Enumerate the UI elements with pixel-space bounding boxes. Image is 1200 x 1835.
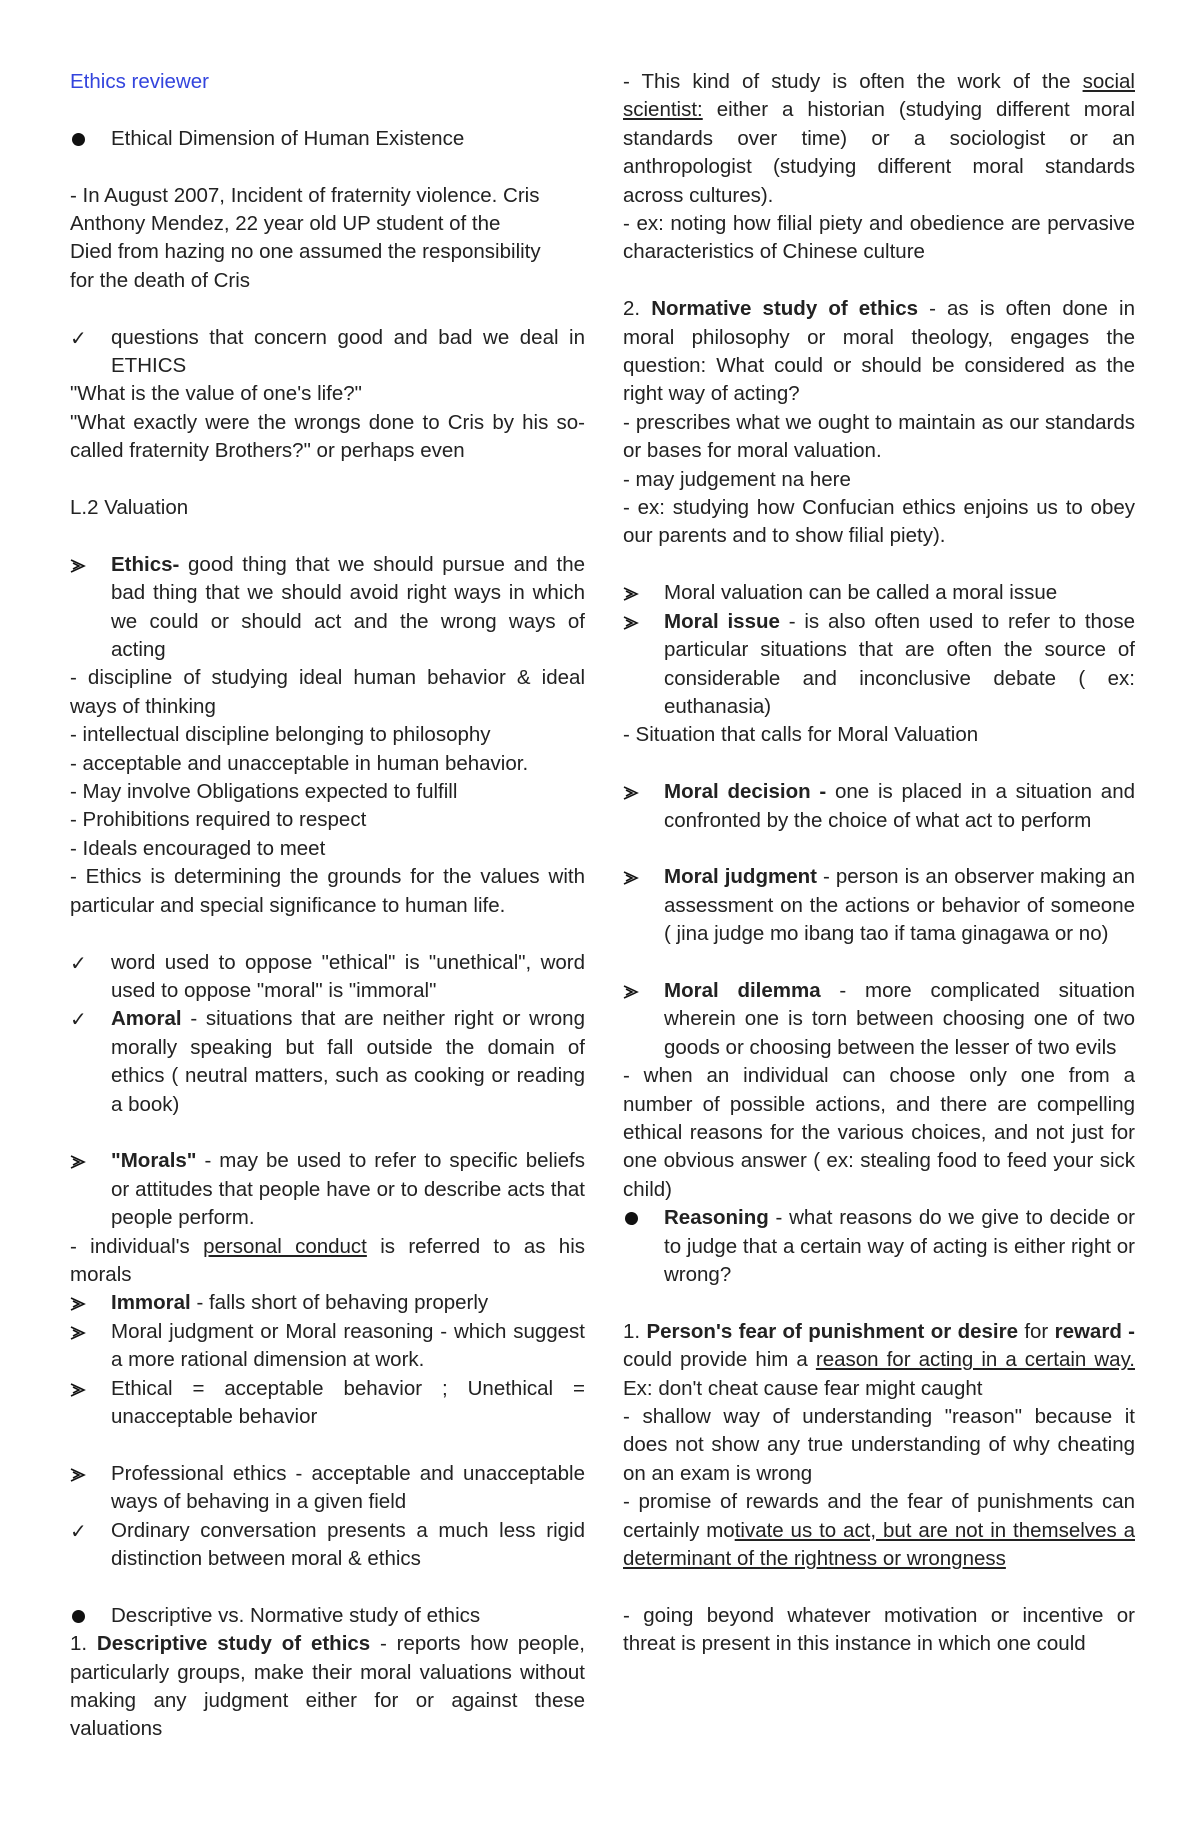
arrow-item-ethics: Ethics- good thing that we should pursue and the bad thing that we should avoid right ways in which we could or should act and the wrong ways of acting [70,551,585,665]
check-mark-icon: ✓ [70,1007,87,1032]
example-filial-piety: - ex: noting how filial piety and obedience are pervasive characteristics of Chinese culture [623,212,1135,264]
check-mark-icon: ✓ [70,325,87,350]
bullet-dot-icon [72,1610,85,1623]
normative-judgement: - may judgement na here [623,467,851,491]
promise-rewards: - promise of rewards and the fear of punishments can certainly motivate us to act, but are not in themselves a determinant of the rightness or wrongness [623,1490,1135,1571]
descriptive-study: 1. Descriptive study of ethics - reports how people, particularly groups, make their moral valuations without making any judgment either for or against these valuations [70,1632,585,1741]
ethics-def-4: - May involve Obligations expected to fulfill [70,780,458,804]
personal-conduct-line: - individual's personal conduct is referred to as his morals [70,1234,586,1286]
incident-line-3: Died from hazing no one assumed the responsibility [70,240,541,264]
incident-line-4: for the death of Cris [70,268,251,292]
normative-example: - ex: studying how Confucian ethics enjoins us to obey our parents and to show filial piety). [623,496,1135,548]
arrow-item-moral-decision: Moral decision - one is placed in a situation and confronted by the choice of what act to perform [623,778,1135,835]
bullet-reasoning: Reasoning - what reasons do we give to decide or to judge that a certain way of acting is either right or wrong? [623,1204,1135,1289]
left-column [70,68,585,1744]
normative-study: 2. Normative study of ethics - as is often done in moral philosophy or moral theology, engages the question: What could or should be considered as the right way of acting? [623,297,1135,406]
arrow-item-morals: "Morals" - may be used to refer to specific beliefs or attitudes that people have or to describe acts that people perform. [70,1147,585,1232]
check-mark-icon: ✓ [70,1518,87,1543]
right-column [623,68,1135,1659]
bullet-dot-icon [625,1212,638,1225]
arrow-item-moral-valuation: Moral valuation can be called a moral issue [623,579,1135,607]
bullet-descriptive-normative: Descriptive vs. Normative study of ethics [70,1602,585,1630]
check-item-amoral: ✓ Amoral - situations that are neither right or wrong morally speaking but fall outside the domain of ethics ( neutral matters, such as cooking or reading a book) [70,1007,585,1116]
arrow-item-moral-issue: Moral issue - is also often used to refer to those particular situations that are often the source of considerable and inconclusive debate ( ex: euthanasia) [623,608,1135,722]
section-heading-valuation: L.2 Valuation [70,496,189,520]
incident-line-2: Anthony Mendez, 22 year old UP student of the [70,212,501,235]
shallow-reason: - shallow way of understanding "reason" because it does not show any true understanding of why cheating on an exam is wrong [623,1405,1135,1485]
check-item-questions: ✓ questions that concern good and bad we deal in ETHICS [70,325,585,378]
arrow-item-immoral: Immoral - falls short of behaving properly [70,1289,585,1317]
incident-line-1: - In August 2007, Incident of fraternity violence. Cris [70,183,540,207]
ethics-def-3: - acceptable and unacceptable in human behavior. [70,751,529,775]
ethics-def-7: - Ethics is determining the grounds for the values with particular and special significance to human life. [70,865,585,917]
fear-of-punishment: 1. Person's fear of punishment or desire for reward - could provide him a reason for acting in a certain way. Ex: don't cheat cause fear might caught [623,1319,1136,1400]
ethics-def-1: - discipline of studying ideal human behavior & ideal ways of thinking [70,666,585,718]
bullet-dot-icon [72,133,85,146]
arrow-item-professional-ethics: Professional ethics - acceptable and unacceptable ways of behaving in a given field [70,1460,585,1517]
check-item-unethical: ✓ word used to oppose "ethical" is "unethical", word used to oppose "moral" is "immoral" [70,950,585,1002]
question-value-of-life: "What is the value of one's life?" [70,382,362,406]
normative-prescribes: - prescribes what we ought to maintain as our standards or bases for moral valuation. [623,410,1135,463]
check-item-ordinary: ✓ Ordinary conversation presents a much less rigid distinction between moral & ethics [70,1518,585,1570]
bullet-ethical-dimension: Ethical Dimension of Human Existence [70,125,585,153]
ethics-def-5: - Prohibitions required to respect [70,808,367,832]
social-scientist-para: - This kind of study is often the work of the social scientist: either a historian (studying different moral standards over time) or a sociologist or an anthropologist (studying different moral standards across cultures). [623,70,1135,207]
dilemma-explanation: - when an individual can choose only one from a number of possible actions, and there are compelling ethical reasons for the various choices, and not just for one obvious answer ( ex: stealing food to feed your sick child) [623,1064,1135,1201]
arrow-item-moral-judgment-observer: Moral judgment - person is an observer making an assessment on the actions or behavior of someone ( jina judge mo ibang tao if tama ginagawa or no) [623,863,1135,948]
check-mark-icon: ✓ [70,950,87,975]
arrow-item-ethical-equals: Ethical = acceptable behavior ; Unethical = unacceptable behavior [70,1375,585,1432]
document-title: Ethics reviewer [70,70,209,93]
going-beyond: - going beyond whatever motivation or incentive or threat is present in this instance in which one could [623,1603,1135,1656]
ethics-def-2: - intellectual discipline belonging to philosophy [70,723,491,747]
ethics-def-6: - Ideals encouraged to meet [70,836,326,860]
arrow-item-moral-judgment: Moral judgment or Moral reasoning - which suggest a more rational dimension at work. [70,1318,585,1375]
situation-moral-valuation: - Situation that calls for Moral Valuation [623,723,979,747]
question-wrongs-done: "What exactly were the wrongs done to Cris by his so- called fraternity Brothers?" or perhaps even [70,410,585,463]
arrow-item-moral-dilemma: Moral dilemma - more complicated situation wherein one is torn between choosing one of two goods or choosing between the lesser of two evils [623,977,1135,1062]
